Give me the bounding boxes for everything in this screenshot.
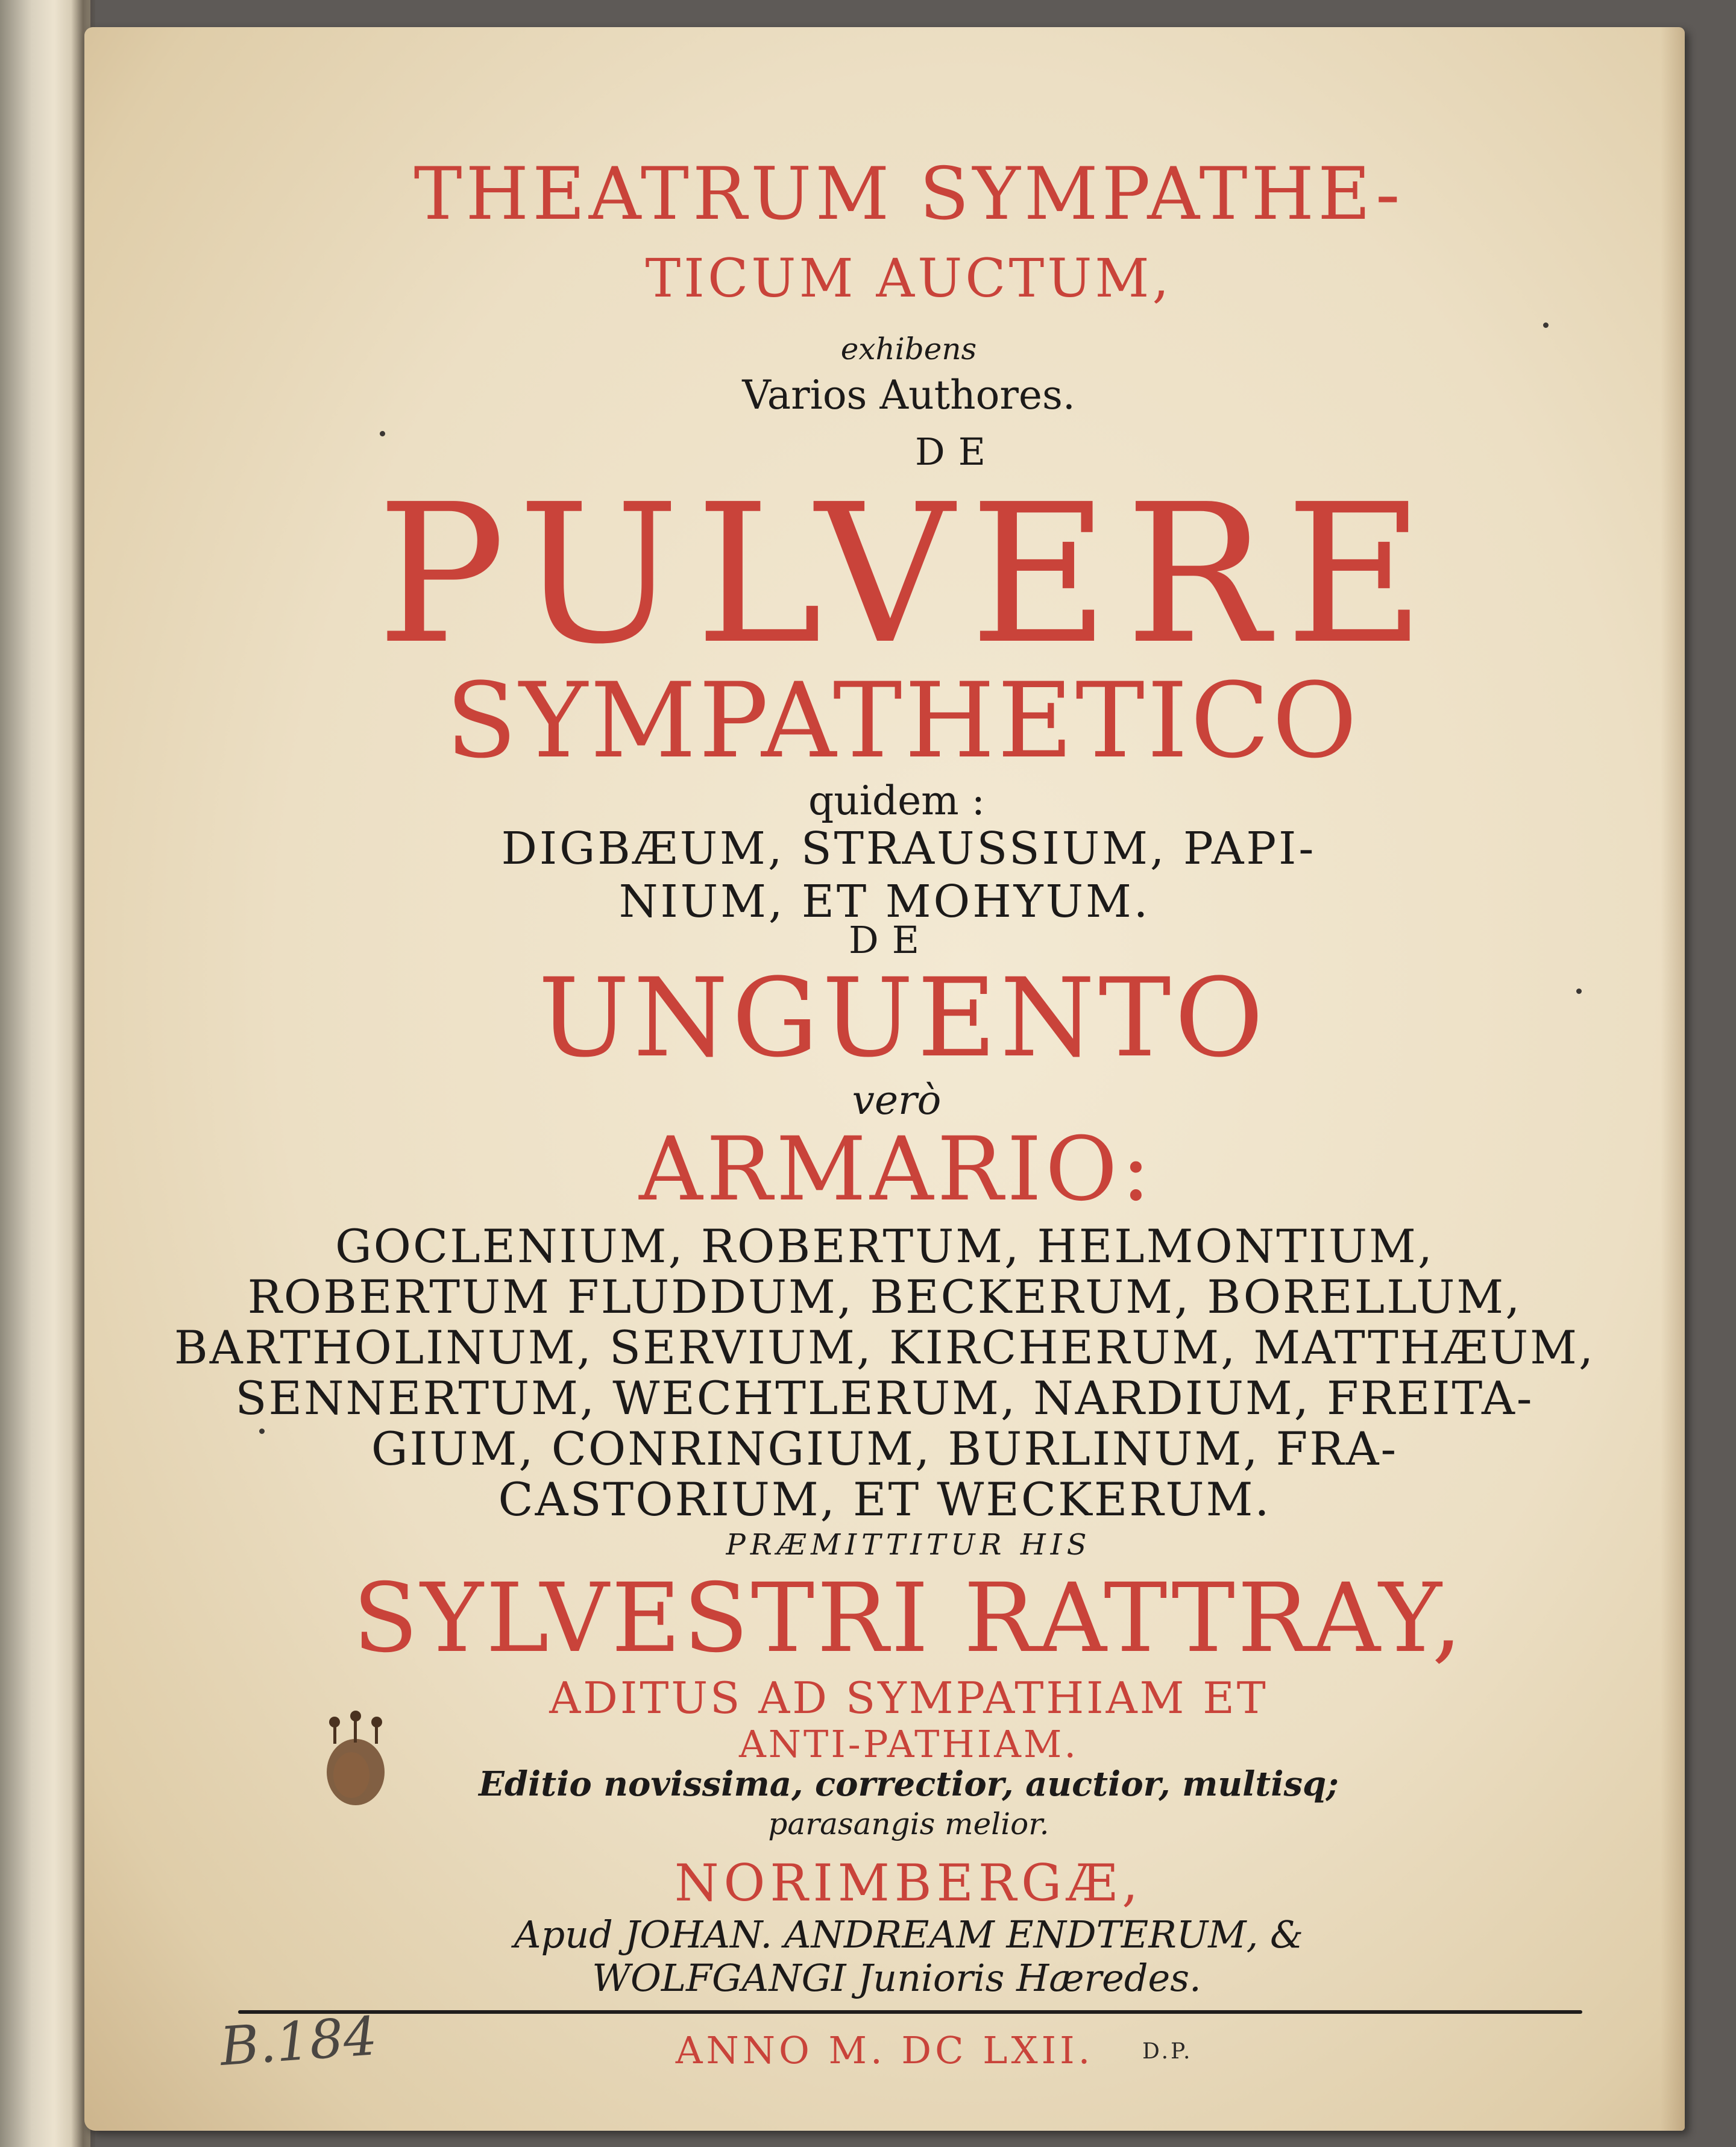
horizontal-rule: [238, 2010, 1582, 2014]
title-page: [84, 27, 1685, 2131]
dp-mark: D.P.: [1142, 2039, 1193, 2064]
norimbergae-imprint: NORIMBERGÆ,: [675, 1853, 1143, 1913]
title-line-2: TICUM AUCTUM,: [645, 247, 1172, 309]
editio-line-2: parasangis melior.: [768, 1806, 1049, 1841]
authors-line: BARTHOLINUM, SERVIUM, KIRCHERUM, MATTHÆUM,: [174, 1321, 1596, 1374]
praemittitur-text: PRÆMITTITUR HIS: [726, 1528, 1092, 1562]
quidem-text: quidem :: [808, 778, 985, 824]
unguento-heading: UNGUENTO: [538, 955, 1268, 1081]
de-text-2: DE: [849, 918, 932, 962]
handwritten-shelfmark: B.184: [218, 2005, 379, 2078]
varios-authores-text: Varios Authores.: [742, 372, 1075, 418]
wolfgangi-imprint: WOLFGANGI Junioris Hæredes.: [592, 1956, 1201, 2000]
authors-line: GOCLENIUM, ROBERTUM, HELMONTIUM,: [335, 1219, 1435, 1273]
exhibens-text: exhibens: [840, 332, 977, 366]
digbaeum-line-2: NIUM, ET MOHYUM.: [618, 876, 1151, 928]
sympathetico-heading: SYMPATHETICO: [445, 660, 1360, 781]
title-text-block: [84, 27, 1685, 2131]
anno-date: ANNO M. DC LXII.: [675, 2028, 1094, 2072]
de-text-1: DE: [915, 430, 999, 474]
authors-line: SENNERTUM, WECHTLERUM, NARDIUM, FREITA-: [235, 1371, 1534, 1425]
editio-line-1: Editio novissima, correctior, auctior, multisq;: [479, 1764, 1339, 1804]
title-line-1: THEATRUM SYMPATHE-: [414, 152, 1404, 236]
apud-imprint: Apud JOHAN. ANDREAM ENDTERUM, &: [514, 1913, 1304, 1957]
vero-text: verò: [852, 1077, 942, 1124]
authors-line: CASTORIUM, ET WECKERUM.: [498, 1473, 1271, 1526]
digbaeum-line-1: DIGBÆUM, STRAUSSIUM, PAPI-: [501, 823, 1316, 875]
authors-line: GIUM, CONRINGIUM, BURLINUM, FRA-: [371, 1422, 1398, 1476]
sylvestri-rattray-heading: SYLVESTRI RATTRAY,: [353, 1563, 1465, 1674]
pulvere-heading: PULVERE: [376, 463, 1441, 686]
aditus-line-2: ANTI-PATHIAM.: [738, 1722, 1079, 1766]
aditus-line-1: ADITUS AD SYMPATHIAM ET: [549, 1673, 1268, 1723]
armario-heading: ARMARIO:: [639, 1118, 1154, 1221]
authors-line: ROBERTUM FLUDDUM, BECKERUM, BORELLUM,: [247, 1270, 1522, 1324]
